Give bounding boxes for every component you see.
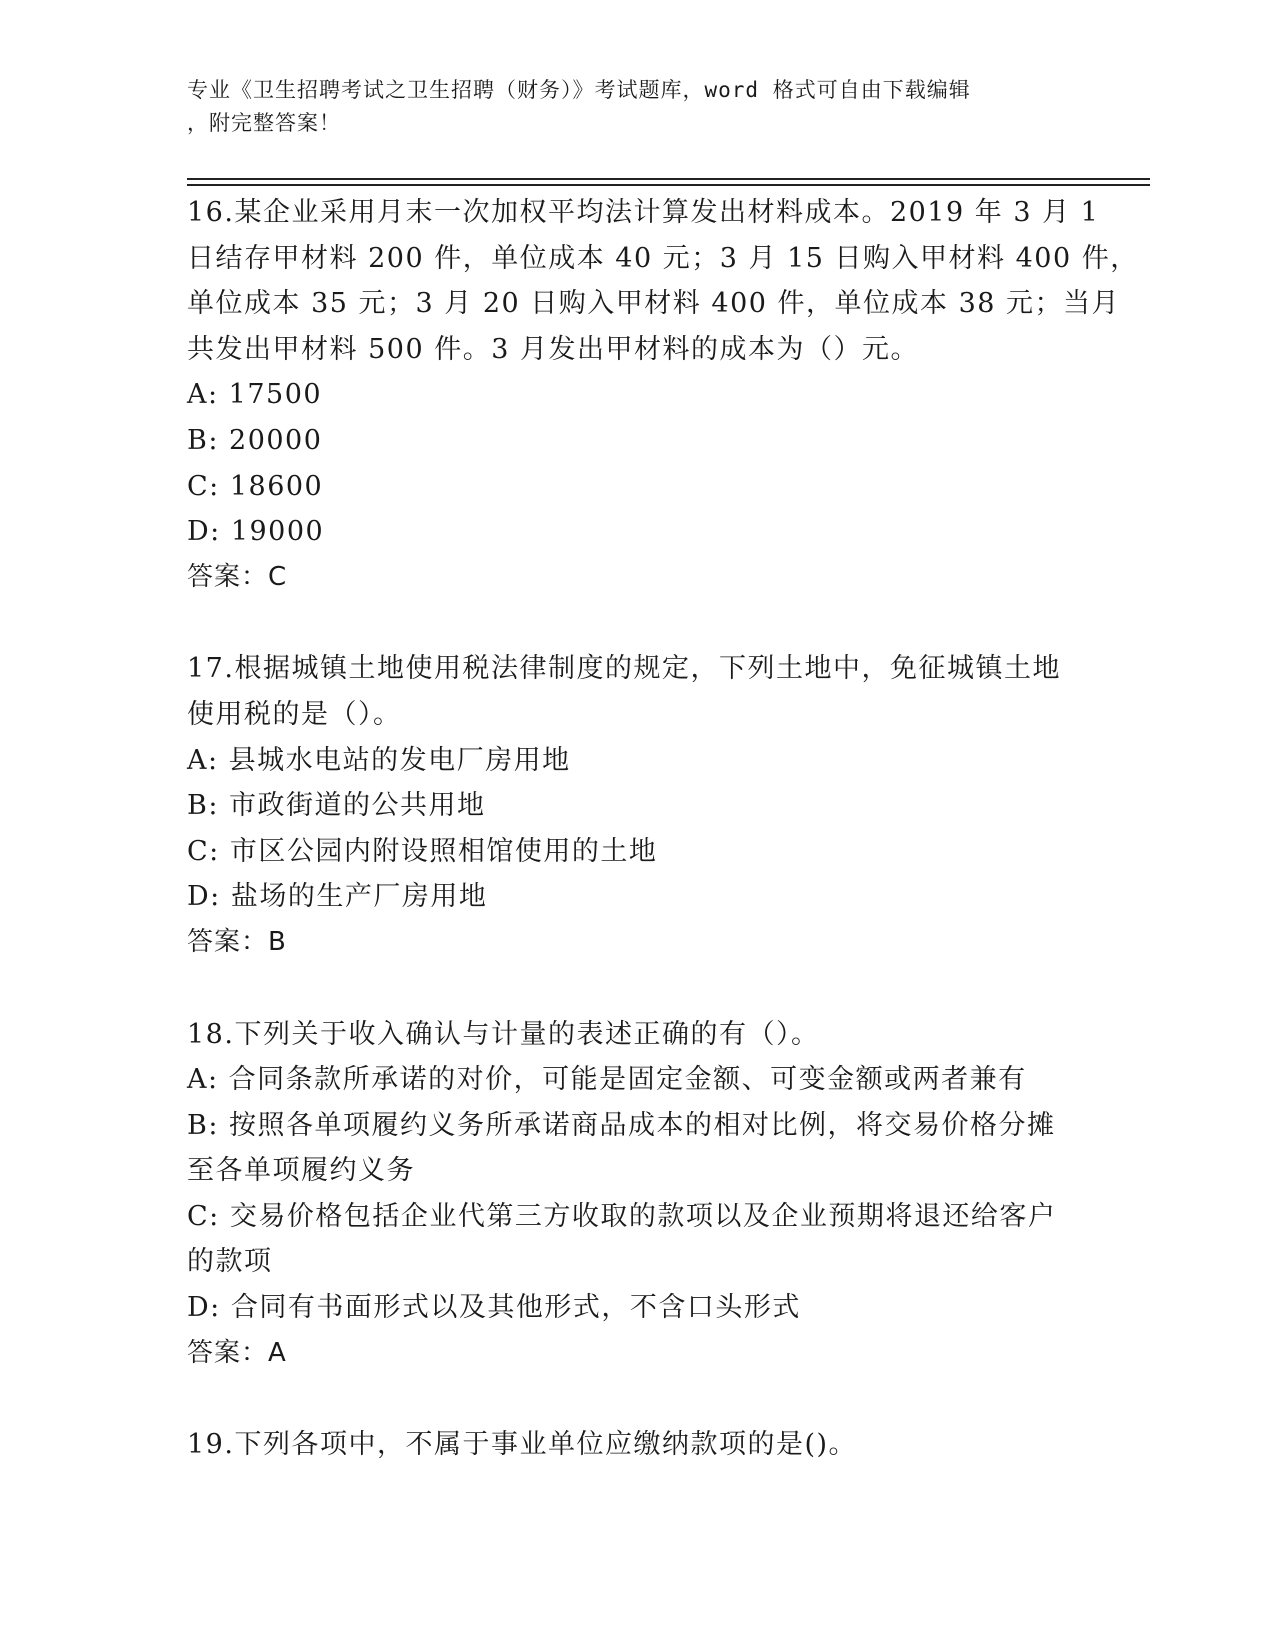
question-stem-line: 日结存甲材料 200 件，单位成本 40 元；3 月 15 日购入甲材料 400 件， bbox=[187, 242, 1139, 274]
answer-label: 答案：A bbox=[187, 1337, 287, 1368]
header-divider-top bbox=[187, 178, 1150, 180]
header-divider-bottom bbox=[187, 184, 1150, 186]
question-16 bbox=[187, 190, 1139, 600]
header-line-1: 专业《卫生招聘考试之卫生招聘（财务）》考试题库，word 格式可自由下载编辑 bbox=[187, 78, 971, 102]
option-c: C: 交易价格包括企业代第三方收取的款项以及企业预期将退还给客户 bbox=[187, 1200, 1057, 1232]
option-c-continued: 的款项 bbox=[187, 1246, 273, 1278]
question-stem-line: 单位成本 35 元；3 月 20 日购入甲材料 400 件，单位成本 38 元；当月 bbox=[187, 288, 1121, 320]
answer-label: 答案：B bbox=[187, 926, 287, 957]
option-d: D: 盐场的生产厂房用地 bbox=[187, 881, 488, 913]
question-17 bbox=[187, 646, 1067, 965]
option-a: A: 17500 bbox=[187, 379, 323, 411]
question-stem-line: 共发出甲材料 500 件。3 月发出甲材料的成本为（）元。 bbox=[187, 333, 919, 365]
question-stem-line: 18.下列关于收入确认与计量的表述正确的有（）。 bbox=[187, 1018, 820, 1050]
header-line-2: ，附完整答案！ bbox=[187, 111, 341, 135]
question-stem-line: 19.下列各项中，不属于事业单位应缴纳款项的是()。 bbox=[187, 1429, 858, 1461]
option-d: D: 合同有书面形式以及其他形式，不含口头形式 bbox=[187, 1292, 801, 1324]
option-b: B: 20000 bbox=[187, 424, 323, 456]
question-19 bbox=[187, 1422, 1067, 1468]
question-18 bbox=[187, 1012, 1067, 1377]
question-stem-line: 17.根据城镇土地使用税法律制度的规定，下列土地中，免征城镇土地 bbox=[187, 653, 1061, 685]
option-c: C: 18600 bbox=[187, 470, 324, 502]
document-header bbox=[187, 74, 1067, 140]
question-list bbox=[187, 190, 1139, 1514]
option-a: A: 县城水电站的发电厂房用地 bbox=[187, 744, 571, 776]
question-stem-line: 使用税的是（）。 bbox=[187, 698, 402, 730]
option-b: B: 按照各单项履约义务所承诺商品成本的相对比例，将交易价格分摊 bbox=[187, 1109, 1056, 1141]
option-a: A: 合同条款所承诺的对价，可能是固定金额、可变金额或两者兼有 bbox=[187, 1064, 1027, 1096]
option-b-continued: 至各单项履约义务 bbox=[187, 1155, 415, 1187]
option-c: C: 市区公园内附设照相馆使用的土地 bbox=[187, 835, 658, 867]
answer-label: 答案：C bbox=[187, 561, 288, 592]
option-d: D: 19000 bbox=[187, 516, 325, 548]
question-stem-line: 16.某企业采用月末一次加权平均法计算发出材料成本。2019 年 3 月 1 bbox=[187, 197, 1100, 228]
option-b: B: 市政街道的公共用地 bbox=[187, 790, 486, 822]
